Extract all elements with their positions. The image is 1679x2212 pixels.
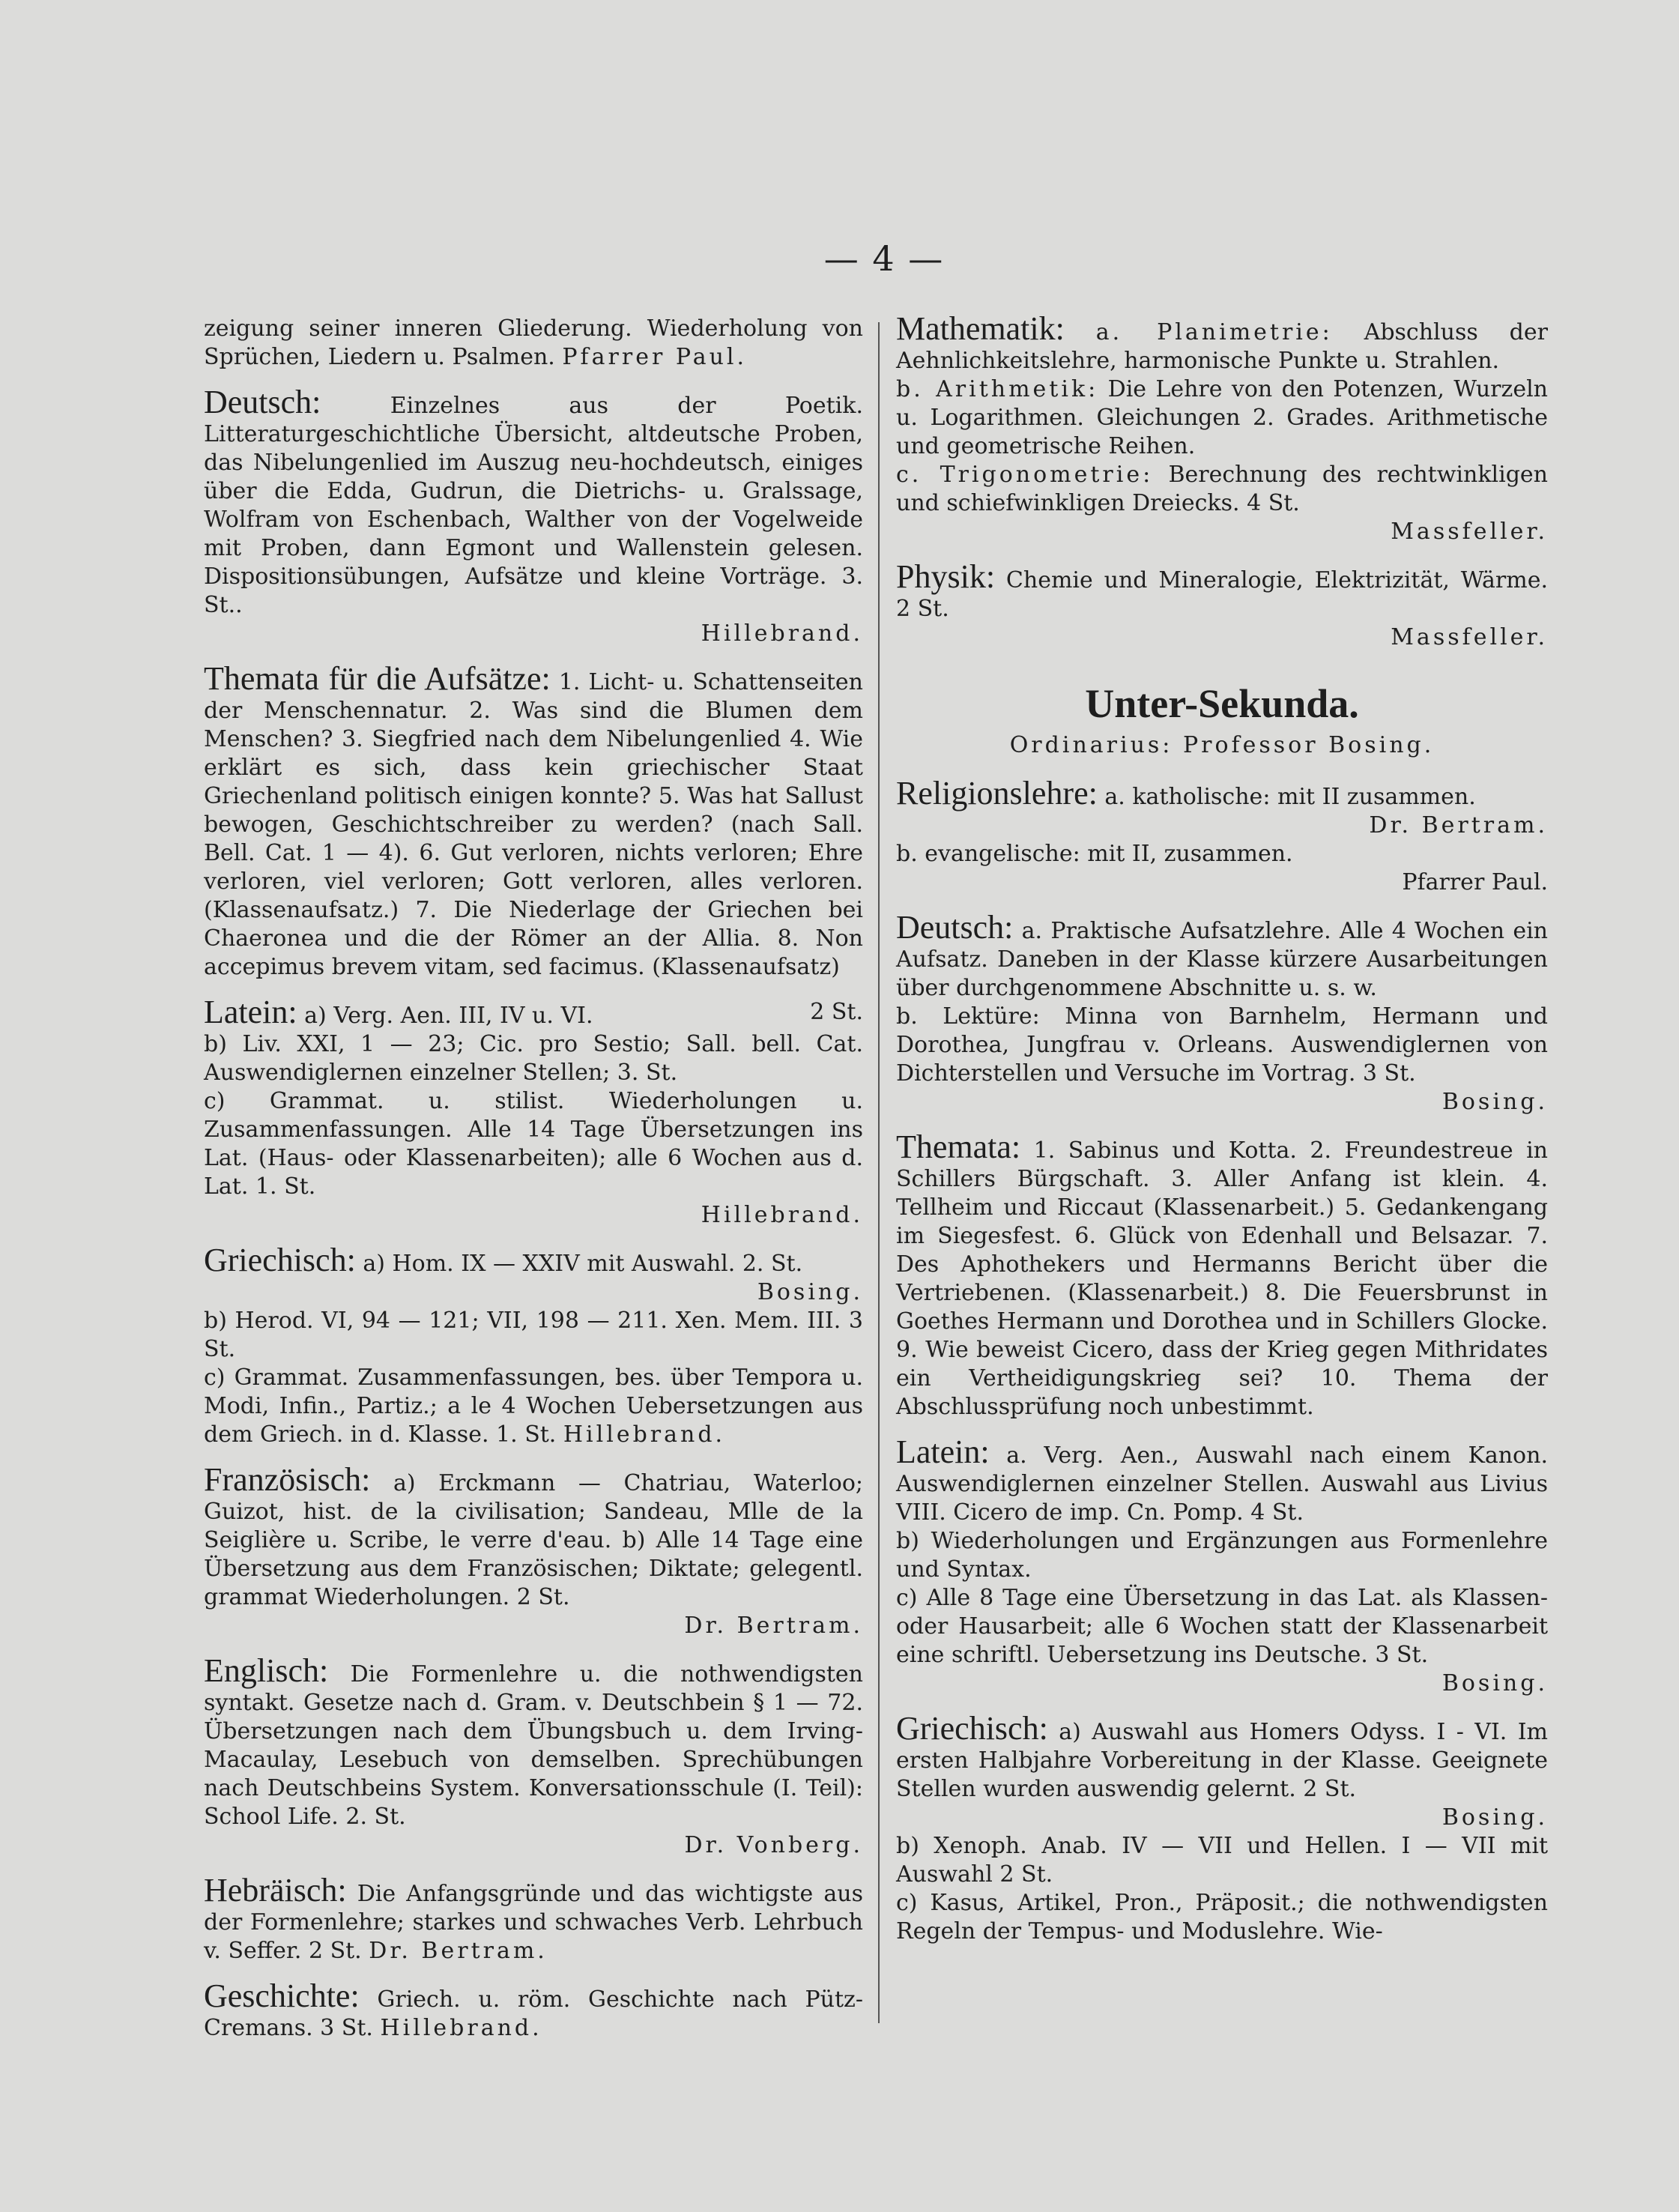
right-column xyxy=(896,310,1548,1962)
section-latein xyxy=(204,994,863,1230)
griechisch-a-teacher: Bosing. xyxy=(757,1279,863,1305)
englisch-teacher: Dr. Vonberg. xyxy=(684,1832,863,1858)
mathematik-a-label: a. Planimetrie: xyxy=(1095,319,1333,345)
franzoesisch-text: a) Erckmann — Chatriau, Waterloo; Guizot, hist. de la civilisation; Sandeau, Mlle de la Seiglière u. Scribe, le verre d'eau. b) Alle 14 Tage eine Übersetzung aus dem Französischen; Diktate; gelegentl. grammat Wiederholungen. 2 St. xyxy=(204,1470,863,1610)
griechisch-heading: Griechisch: xyxy=(204,1242,356,1278)
mathematik-c-label: c. Trigonometrie: xyxy=(896,462,1154,488)
hebraeisch-teacher: Dr. Bertram. xyxy=(369,1938,548,1964)
section-physik xyxy=(896,558,1548,652)
mathematik-c-text: Berechnung des rechtwinkligen und schiefwinkligen Dreiecks. 4 St. xyxy=(896,462,1548,516)
left-column xyxy=(204,315,863,2059)
religion-cont-teacher: Pfarrer Paul. xyxy=(562,344,748,370)
griechisch-c: c) Grammat. Zusammenfassungen, bes. über Tempora u. Modi, Infin., Partiz.; a le 4 Wochen Uebersetzungen aus dem Griech. in d. Klasse. 1. St. xyxy=(204,1365,863,1448)
religion-b-teacher: Pfarrer Paul. xyxy=(1402,869,1548,895)
section-religion xyxy=(896,775,1548,897)
geschichte-teacher: Hillebrand. xyxy=(380,2015,542,2041)
deutsch2-a: a. Praktische Aufsatzlehre. Alle 4 Wochen ein Aufsatz. Daneben in der Klasse kürzere Ausarbeitungen über durchgenommene Abschnitte u. s. w. xyxy=(896,918,1548,1001)
ordinarius-line: Ordinarius: Professor Bosing. xyxy=(1009,732,1435,758)
physik-text: Chemie und Mineralogie, Elektrizität, Wärme. 2 St. xyxy=(896,567,1548,622)
section-mathematik xyxy=(896,310,1548,546)
franzoesisch-heading: Französisch: xyxy=(204,1461,371,1498)
deutsch-text: Einzelnes aus der Poetik. Litteraturgeschichtliche Übersicht, altdeutsche Proben, das Nibelungenlied im Auszug neu-hochdeutsch, einiges über die Edda, Gudrun, die Dietrichs- u. Gralssage, Wolfram von Eschenbach, Walther von der Vogelweide mit Proben, dann Egmont und Wallenstein gelesen. Dispositionsübungen, Aufsätze und kleine Vorträge. 3. St.. xyxy=(204,393,863,618)
englisch-heading: Englisch: xyxy=(204,1652,329,1689)
latein2-heading: Latein: xyxy=(896,1433,990,1470)
religion-heading: Religionslehre: xyxy=(896,775,1098,812)
latein2-c: c) Alle 8 Tage eine Übersetzung in das Lat. als Klassen- oder Hausarbeit; alle 6 Wochen statt der Klassenarbeit eine schriftl. Uebersetzung ins Deutsche. 3 St. xyxy=(896,1585,1548,1668)
section-franzoesisch xyxy=(204,1461,863,1640)
mathematik-a-text: Abschluss der Aehnlichkeitslehre, harmonische Punkte u. Strahlen. xyxy=(896,319,1548,374)
section-hebraeisch xyxy=(204,1872,863,1965)
mathematik-teacher: Massfeller. xyxy=(1391,519,1548,545)
franzoesisch-teacher: Dr. Bertram. xyxy=(684,1613,863,1639)
physik-heading: Physik: xyxy=(896,558,996,595)
religion-cont-text: zeigung seiner inneren Gliederung. Wiederholung von Sprüchen, Liedern u. Psalmen. xyxy=(204,315,863,370)
section-griechisch-unter xyxy=(896,1710,1548,1946)
themata2-heading: Themata: xyxy=(896,1128,1021,1165)
hebraeisch-heading: Hebräisch: xyxy=(204,1872,347,1909)
religion-b: b. evangelische: mit II, zusammen. xyxy=(896,841,1293,867)
griechisch2-a-teacher: Bosing. xyxy=(1441,1804,1548,1831)
geschichte-text: Griech. u. röm. Geschichte nach Pütz-Cremans. 3 St. xyxy=(204,1986,863,2041)
mathematik-b-text: Die Lehre von den Potenzen, Wurzeln u. Logarithmen. Gleichungen 2. Grades. Arithmetische und geometrische Reihen. xyxy=(896,376,1548,459)
physik-teacher: Massfeller. xyxy=(1391,624,1548,650)
latein-heading: Latein: xyxy=(204,994,297,1030)
class-title: Unter-Sekunda. xyxy=(1085,681,1359,726)
griechisch-a: a) Hom. IX — XXIV mit Auswahl. 2. St. xyxy=(363,1251,803,1277)
section-deutsch xyxy=(204,384,863,648)
section-griechisch xyxy=(204,1242,863,1449)
themata-text: 1. Licht- u. Schattenseiten der Menschennatur. 2. Was sind die Blumen dem Menschen? 3. Siegfried nach dem Nibelungenlied 4. Wie erklärt es sich, dass kein griechischer Staat Griechenland politisch einigen konnte? 5. Was hat Sallust bewogen, Geschichtschreiber zu werden? (nach Sall. Bell. Cat. 1 — 4). 6. Gut verloren, nichts verloren; Ehre verloren, viel verloren; Gott verloren, alles verloren. (Klassenaufsatz.) 7. Die Niederlage der Griechen bei Chaeronea und die der Römer an der Allia. 8. Non accepimus brevem vitam, sed facimus. (Klassenaufsatz) xyxy=(204,669,863,980)
themata2-text: 1. Sabinus und Kotta. 2. Freundestreue in Schillers Bürgschaft. 3. Aller Anfang ist klein. 4. Tellheim und Riccaut (Klassenarbeit.) 5. Gedankengang im Siegesfest. 6. Glück von Edenhall und Belsazar. 7. Des Aphothekers und Hermanns Bericht über die Vertriebenen. (Klassenarbeit.) 8. Die Feuersbrunst in Goethes Hermann und Dorothea und in Schillers Glocke. 9. Wie beweist Cicero, dass der Krieg gegen Mithridates ein Vertheidigungskrieg sei? 10. Thema der Abschlussprüfung noch unbestimmt. xyxy=(896,1137,1548,1420)
section-themata xyxy=(204,660,863,982)
latein2-teacher: Bosing. xyxy=(1441,1670,1548,1696)
deutsch-teacher: Hillebrand. xyxy=(701,620,863,647)
griechisch2-a: a) Auswahl aus Homers Odyss. I - VI. Im ersten Halbjahre Vorbereitung in der Klasse. Geeignete Stellen wurden auswendig gelernt. 2 St. xyxy=(896,1719,1548,1802)
latein2-b: b) Wiederholungen und Ergänzungen aus Formenlehre und Syntax. xyxy=(896,1528,1548,1583)
latein-a: a) Verg. Aen. III, IV u. VI. xyxy=(304,1003,593,1029)
latein-c: c) Grammat. u. stilist. Wiederholungen u. Zusammenfassungen. Alle 14 Tage Übersetzungen ins Lat. (Haus- oder Klassenarbeiten); alle 6 Wochen aus d. Lat. 1. St. xyxy=(204,1088,863,1200)
deutsch2-heading: Deutsch: xyxy=(896,909,1014,946)
section-geschichte xyxy=(204,1977,863,2043)
column-divider xyxy=(878,322,880,2023)
themata-heading: Themata für die Aufsätze: xyxy=(204,660,551,697)
religion-a-teacher: Dr. Bertram. xyxy=(1369,812,1548,838)
griechisch2-c: c) Kasus, Artikel, Pron., Präposit.; die nothwendigsten Regeln der Tempus- und Moduslehre. Wie- xyxy=(896,1890,1548,1944)
section-deutsch-unter xyxy=(896,909,1548,1116)
latein2-a: a. Verg. Aen., Auswahl nach einem Kanon. Auswendiglernen einzelner Stellen. Auswahl aus Livius VIII. Cicero de imp. Cn. Pomp. 4 St. xyxy=(896,1442,1548,1526)
deutsch2-teacher: Bosing. xyxy=(1441,1089,1548,1115)
religion-continuation xyxy=(204,315,863,372)
englisch-text: Die Formenlehre u. die nothwendigsten syntakt. Gesetze nach d. Gram. v. Deutschbein § 1 — 72. Übersetzungen nach dem Übungsbuch u. dem Irving-Macaulay, Lesebuch von demselben. Sprechübungen nach Deutschbeins System. Konversationsschule (I. Teil): School Life. 2. St. xyxy=(204,1661,863,1830)
religion-a: a. katholische: mit II zusammen. xyxy=(1104,784,1476,810)
latein-teacher: Hillebrand. xyxy=(701,1202,863,1228)
section-englisch xyxy=(204,1652,863,1860)
geschichte-heading: Geschichte: xyxy=(204,1977,360,2014)
section-latein-unter xyxy=(896,1433,1548,1698)
section-themata-unter xyxy=(896,1128,1548,1421)
griechisch2-heading: Griechisch: xyxy=(896,1710,1048,1747)
mathematik-heading: Mathematik: xyxy=(896,310,1065,347)
latein-a-hours: 2 St. xyxy=(810,999,863,1025)
griechisch2-b: b) Xenoph. Anab. IV — VII und Hellen. I — VII mit Auswahl 2 St. xyxy=(896,1833,1548,1888)
page-number: — 4 — xyxy=(823,238,945,279)
hebraeisch-text: Die Anfangsgründe und das wichtigste aus der Formenlehre; starkes und schwaches Verb. Lehrbuch v. Seffer. 2 St. xyxy=(204,1881,863,1964)
deutsch-heading: Deutsch: xyxy=(204,384,321,420)
mathematik-b-label: b. Arithmetik: xyxy=(896,376,1099,402)
latein-b: b) Liv. XXI, 1 — 23; Cic. pro Sestio; Sall. bell. Cat. Auswendiglernen einzelner Stellen; 3. St. xyxy=(204,1031,863,1086)
griechisch-c-teacher: Hillebrand. xyxy=(563,1421,726,1448)
deutsch2-b: b. Lektüre: Minna von Barnhelm, Hermann und Dorothea, Jungfrau v. Orleans. Auswendiglernen von Dichterstellen und Versuche im Vortrag. 3 St. xyxy=(896,1003,1548,1087)
griechisch-b: b) Herod. VI, 94 — 121; VII, 198 — 211. Xen. Mem. III. 3 St. xyxy=(204,1308,863,1362)
